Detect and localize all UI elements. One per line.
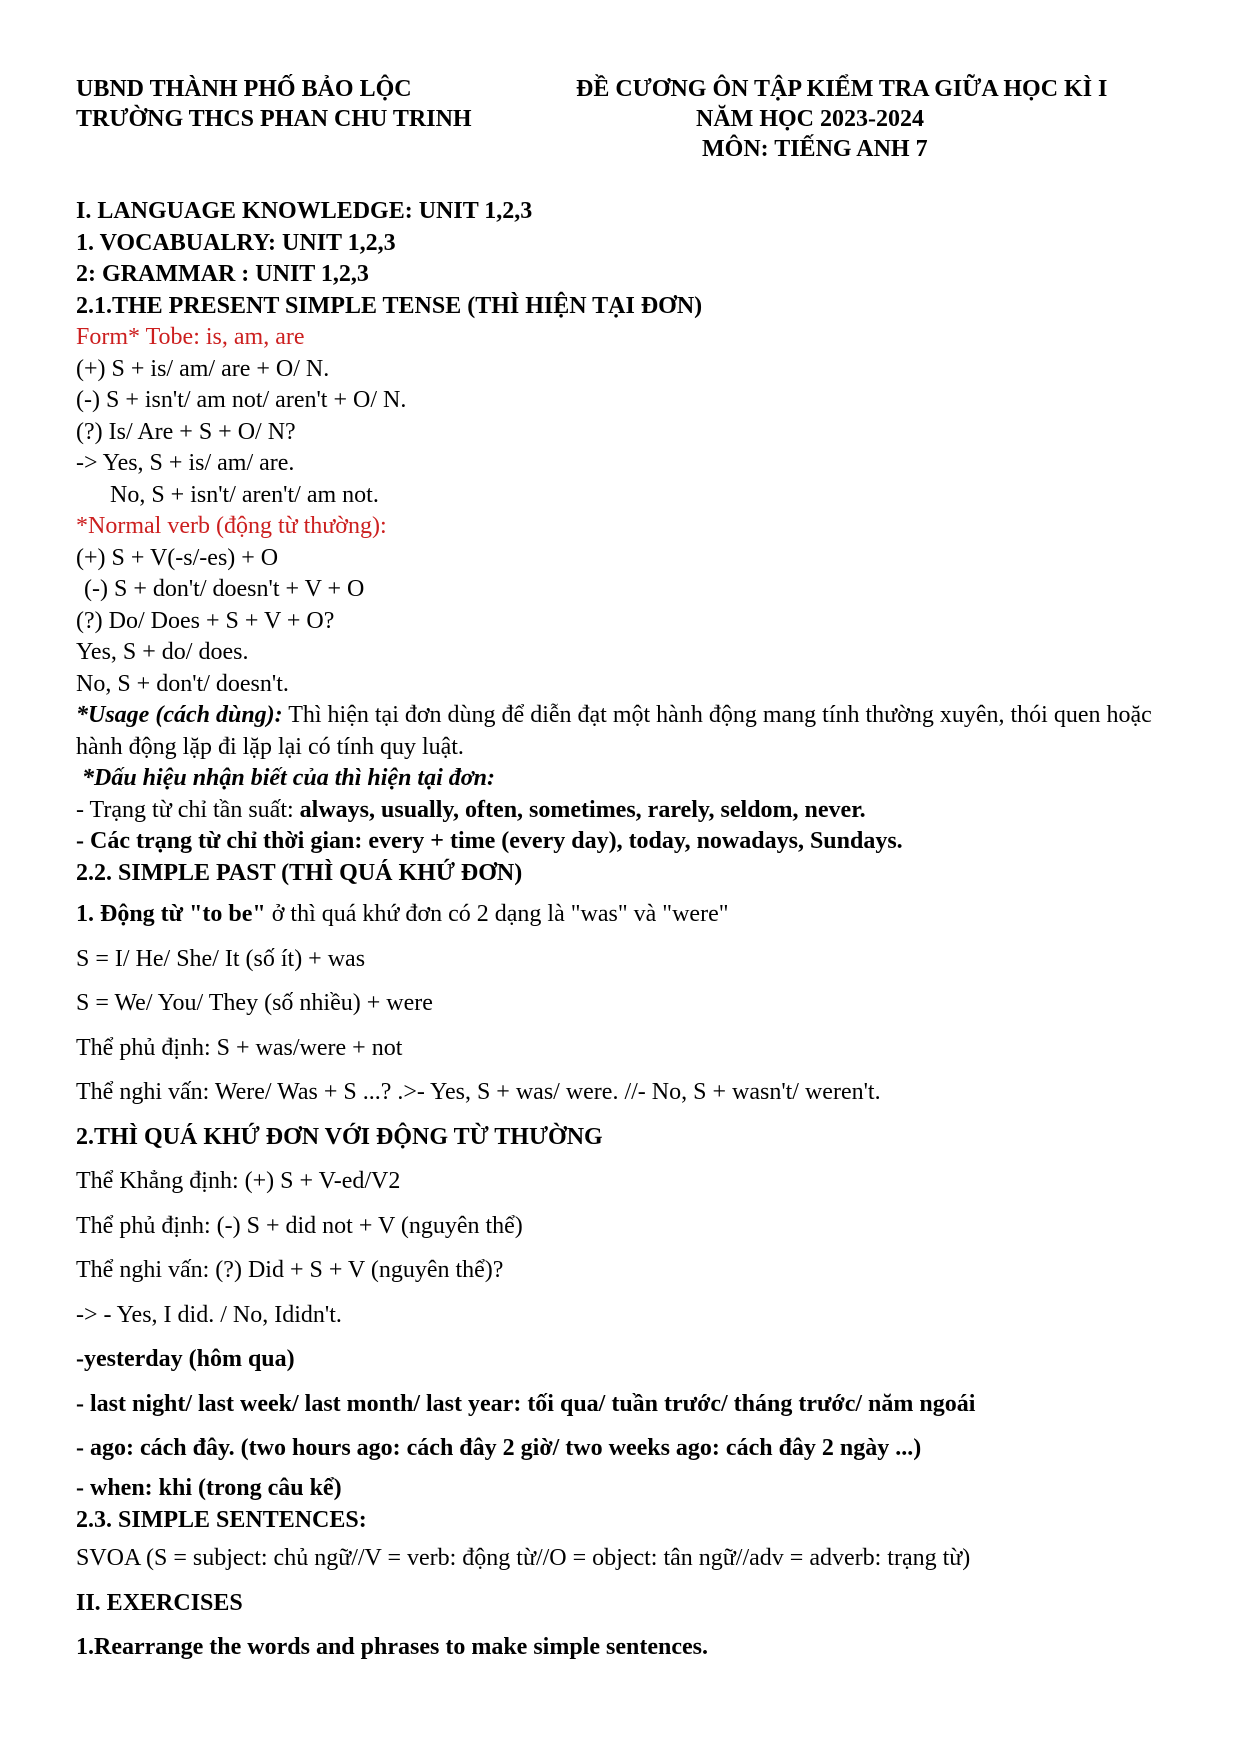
formula-line: Thể nghi vấn: Were/ Was + S ...? .>- Yes, S + was/ were. //- No, S + wasn't/ weren't. xyxy=(76,1079,881,1105)
form-heading: *Normal verb (động từ thường): xyxy=(76,513,387,539)
tobe-intro-bold: 1. Động từ "to be" xyxy=(76,901,266,927)
signs-prefix: - Trạng từ chỉ tần suất: xyxy=(76,796,300,823)
formula-line: S = We/ You/ They (số nhiều) + were xyxy=(76,990,433,1016)
formula-line: Thể phủ định: (-) S + did not + V (nguyên thể) xyxy=(76,1212,523,1239)
formula-line: (-) S + don't/ doesn't + V + O xyxy=(84,576,365,602)
usage-label: *Usage (cách dùng): xyxy=(76,702,283,728)
signal-word-line: - last night/ last week/ last month/ last year: tối qua/ tuần trước/ tháng trước/ năm ngoái xyxy=(76,1390,976,1417)
formula-line: (?) Is/ Are + S + O/ N? xyxy=(76,418,296,445)
topic-heading: 2.3. SIMPLE SENTENCES: xyxy=(76,1506,367,1533)
formula-line: (+) S + is/ am/ are + O/ N. xyxy=(76,355,330,382)
subsection-heading: 1. VOCABUALRY: UNIT 1,2,3 xyxy=(76,229,396,256)
signal-word-line: - when: khi (trong câu kể) xyxy=(76,1474,342,1501)
tobe-intro xyxy=(76,892,1176,937)
school-header xyxy=(76,74,472,134)
school-year: NĂM HỌC 2023-2024 xyxy=(696,106,924,132)
topic-heading: 2.THÌ QUÁ KHỨ ĐƠN VỚI ĐỘNG TỪ THƯỜNG xyxy=(76,1123,603,1150)
document-title: ĐỀ CƯƠNG ÔN TẬP KIỂM TRA GIỮA HỌC KÌ I xyxy=(576,76,1108,102)
header-authority: UBND THÀNH PHỐ BẢO LỘC xyxy=(76,76,412,102)
subject-line: MÔN: TIẾNG ANH 7 xyxy=(702,136,928,162)
formula-line: (?) Do/ Does + S + V + O? xyxy=(76,607,335,634)
header-school-name: TRƯỜNG THCS PHAN CHU TRINH xyxy=(76,106,472,132)
signs-heading: *Dấu hiệu nhận biết của thì hiện tại đơn: xyxy=(82,765,495,791)
formula-line: -> - Yes, I did. / No, Ididn't. xyxy=(76,1301,342,1328)
section-heading: I. LANGUAGE KNOWLEDGE: UNIT 1,2,3 xyxy=(76,198,533,224)
formula-line: No, S + don't/ doesn't. xyxy=(76,670,289,697)
formula-line: Thể Khẳng định: (+) S + V-ed/V2 xyxy=(76,1168,401,1194)
signs-line: - Các trạng từ chỉ thời gian: every + time (every day), today, nowadays, Sundays. xyxy=(76,828,903,854)
usage-paragraph xyxy=(76,700,1176,763)
signs-line xyxy=(76,795,1176,827)
exercise-instruction: 1.Rearrange the words and phrases to make simple sentences. xyxy=(76,1634,708,1660)
svoa-line: SVOA (S = subject: chủ ngữ//V = verb: động từ//O = object: tân ngữ//adv = adverb: trạng từ) xyxy=(76,1545,971,1571)
formula-line: (+) S + V(-s/-es) + O xyxy=(76,544,279,571)
tobe-intro-text: ở thì quá khứ đơn có 2 dạng là "was" và "were" xyxy=(265,901,729,927)
topic-heading: 2.1.THE PRESENT SIMPLE TENSE (THÌ HIỆN TẠI ĐƠN) xyxy=(76,292,703,319)
formula-line: No, S + isn't/ aren't/ am not. xyxy=(110,481,379,508)
topic-heading: 2.2. SIMPLE PAST (THÌ QUÁ KHỨ ĐƠN) xyxy=(76,859,523,886)
frequency-adverbs: always, usually, often, sometimes, rarely, seldom, never. xyxy=(299,796,866,823)
section-heading: II. EXERCISES xyxy=(76,1589,243,1616)
formula-line: Thể nghi vấn: (?) Did + S + V (nguyên thể)? xyxy=(76,1257,504,1283)
signal-word-line: - ago: cách đây. (two hours ago: cách đây 2 giờ/ two weeks ago: cách đây 2 ngày ...) xyxy=(76,1435,922,1461)
formula-line: S = I/ He/ She/ It (số ít) + was xyxy=(76,945,366,972)
formula-line: -> Yes, S + is/ am/ are. xyxy=(76,450,295,476)
formula-line: (-) S + isn't/ am not/ aren't + O/ N. xyxy=(76,387,407,413)
signal-word-line: -yesterday (hôm qua) xyxy=(76,1346,295,1372)
formula-line: Yes, S + do/ does. xyxy=(76,639,249,665)
usage-text: Thì hiện tại đơn dùng để diễn đạt một hành động mang tính thường xuyên, thói quen hoặc hành động lặp đi lặp lại có tính quy luật. xyxy=(76,702,1152,760)
formula-line: Thể phủ định: S + was/were + not xyxy=(76,1034,403,1061)
form-heading: Form* Tobe: is, am, are xyxy=(76,324,305,350)
document-body xyxy=(76,196,1176,1670)
subsection-heading: 2: GRAMMAR : UNIT 1,2,3 xyxy=(76,261,369,287)
